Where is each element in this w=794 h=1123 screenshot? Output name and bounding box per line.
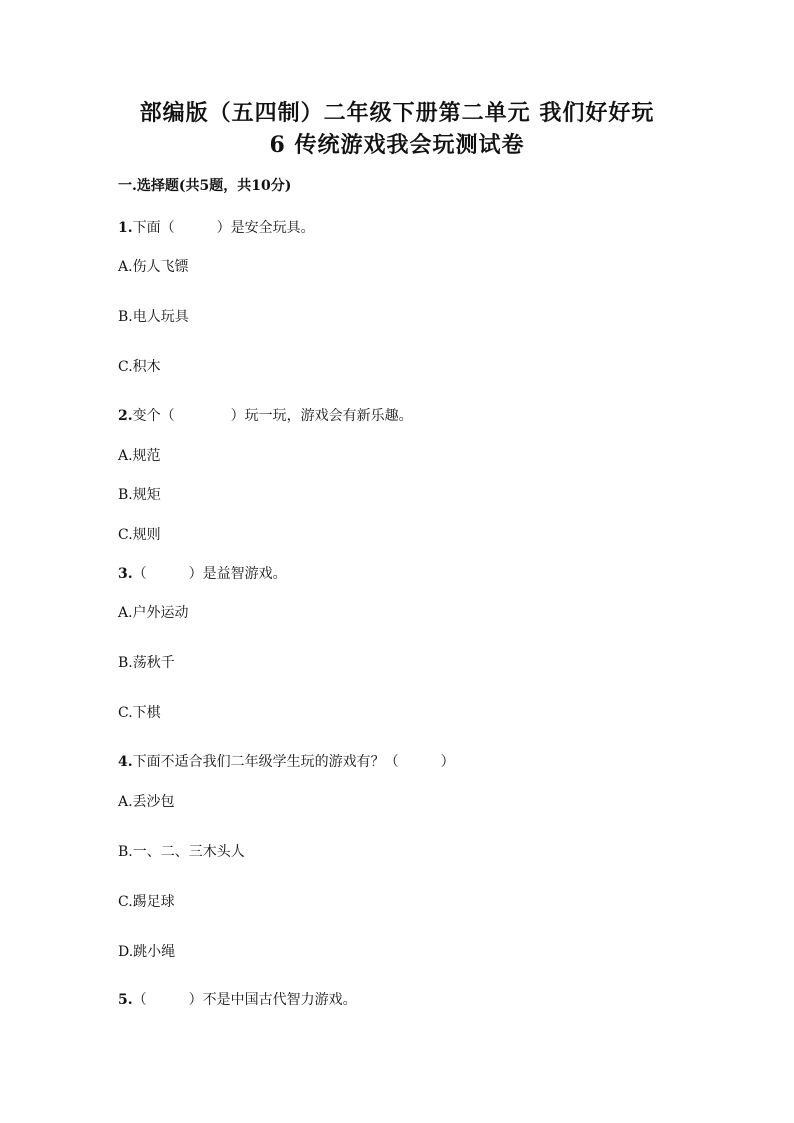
title-line-2: 6 传统游戏我会玩测试卷	[269, 132, 525, 158]
option-2c: C.规则	[118, 527, 161, 543]
question-text: 下面（ ）是安全玩具。	[132, 220, 315, 236]
question-number: 5.	[118, 992, 133, 1008]
option-4d: D.跳小绳	[118, 944, 176, 960]
option-3c: C.下棋	[118, 705, 161, 721]
title-line-1: 部编版（五四制）二年级下册第二单元 我们好好玩	[139, 100, 655, 126]
question-text: 变个（ ）玩一玩，游戏会有新乐趣。	[132, 408, 413, 424]
section-header: 一.选择题(共5题，共10分)	[118, 178, 292, 194]
option-4c: C.踢足球	[118, 894, 175, 910]
question-5	[118, 990, 357, 1010]
option-1a: A.伤人飞镖	[118, 259, 189, 275]
option-3a: A.户外运动	[118, 605, 189, 621]
question-text: （ ）不是中国古代智力游戏。	[132, 992, 357, 1008]
option-1b: B.电人玩具	[118, 309, 189, 325]
question-text: （ ）是益智游戏。	[132, 566, 287, 582]
question-3	[118, 564, 287, 584]
option-2a: A.规范	[118, 448, 161, 464]
question-4	[118, 752, 455, 772]
question-number: 2.	[118, 408, 133, 424]
question-number: 1.	[118, 220, 133, 236]
question-1	[118, 218, 315, 238]
option-1c: C.积木	[118, 359, 161, 375]
option-4b: B.一、二、三木头人	[118, 844, 245, 860]
question-number: 3.	[118, 566, 133, 582]
option-2b: B.规矩	[118, 487, 161, 503]
question-2	[118, 406, 413, 426]
option-4a: A.丢沙包	[118, 794, 175, 810]
question-number: 4.	[118, 754, 133, 770]
question-text: 下面不适合我们二年级学生玩的游戏有？（ ）	[132, 754, 455, 770]
option-3b: B.荡秋千	[118, 655, 175, 671]
